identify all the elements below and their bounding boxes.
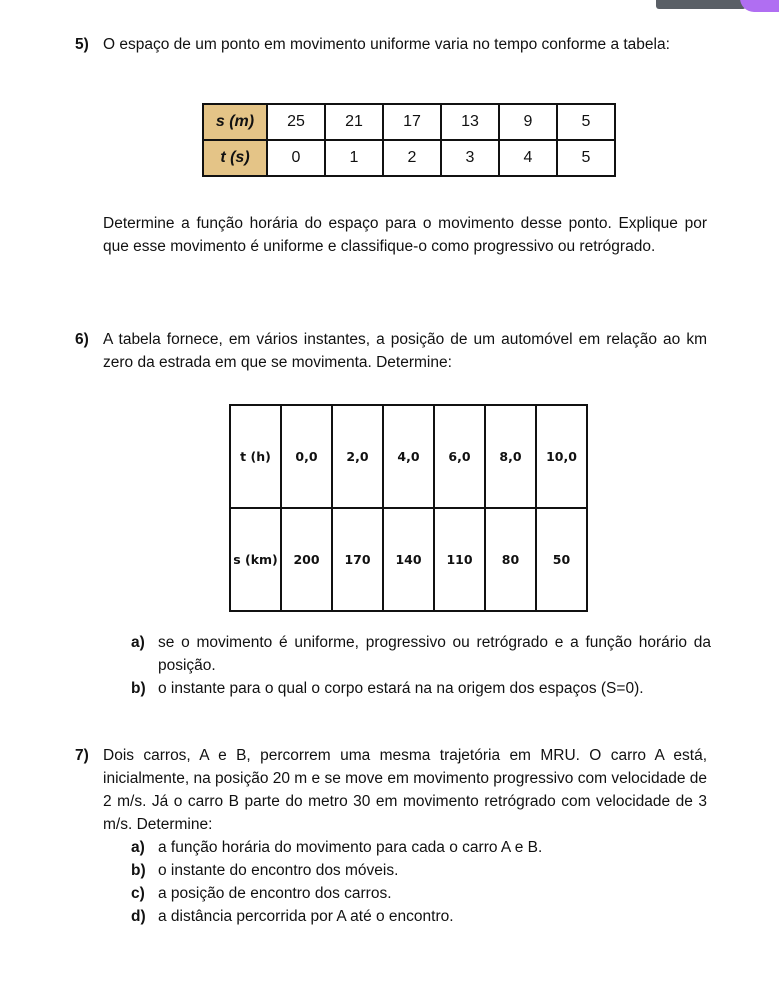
table-cell: 13 bbox=[441, 104, 499, 140]
item-text: a posição de encontro dos carros. bbox=[158, 885, 392, 902]
table-row bbox=[203, 104, 615, 140]
item-text: o instante para o qual o corpo estará na na origem dos espaços (S=0). bbox=[158, 680, 644, 697]
table-cell: 4,0 bbox=[383, 405, 434, 508]
table-cell: 5 bbox=[557, 104, 615, 140]
table-cell: 4 bbox=[499, 140, 557, 176]
item-text: o instante do encontro dos móveis. bbox=[158, 862, 399, 879]
table-cell: 6,0 bbox=[434, 405, 485, 508]
question-7-item-c bbox=[131, 882, 711, 905]
table-cell: 50 bbox=[536, 508, 587, 611]
question-number: 7) bbox=[75, 747, 89, 764]
table-cell: 1 bbox=[325, 140, 383, 176]
question-7-item-b bbox=[131, 859, 711, 882]
table-cell: 0 bbox=[267, 140, 325, 176]
question-7-item-a bbox=[131, 836, 711, 859]
question-text: A tabela fornece, em vários instantes, a posição de um automóvel em relação ao km zero da estrada em que se movimenta. Determine: bbox=[103, 331, 707, 371]
question-7-item-d bbox=[131, 905, 711, 928]
table-car-position bbox=[229, 404, 588, 612]
table-cell: 80 bbox=[485, 508, 536, 611]
table-cell: 8,0 bbox=[485, 405, 536, 508]
question-6 bbox=[75, 328, 707, 374]
item-label: c) bbox=[131, 885, 145, 902]
top-bar bbox=[656, 0, 746, 9]
item-text: se o movimento é uniforme, progressivo ou retrógrado e a função horário da posição. bbox=[158, 634, 711, 674]
question-text: Dois carros, A e B, percorrem uma mesma trajetória em MRU. O carro A está, inicialmente, na posição 20 m e se move em movimento progressivo com velocidade de 2 m/s. Já o carro B parte do metro 30 em movimento retrógrado com velocidade de 3 m/s. Determine: bbox=[103, 747, 707, 833]
question-number: 6) bbox=[75, 331, 89, 348]
table-cell: 2 bbox=[383, 140, 441, 176]
table-cell: 3 bbox=[441, 140, 499, 176]
item-label: b) bbox=[131, 680, 146, 697]
table-cell: 5 bbox=[557, 140, 615, 176]
item-label: a) bbox=[131, 839, 145, 856]
question-number: 5) bbox=[75, 36, 89, 53]
table-space-time bbox=[202, 103, 616, 177]
table-cell: 0,0 bbox=[281, 405, 332, 508]
question-6-item-b bbox=[131, 677, 711, 700]
table-cell: 200 bbox=[281, 508, 332, 611]
table-cell: 17 bbox=[383, 104, 441, 140]
question-text: O espaço de um ponto em movimento uniforme varia no tempo conforme a tabela: bbox=[103, 36, 670, 53]
table-cell: 110 bbox=[434, 508, 485, 611]
table-header-cell: s (m) bbox=[203, 104, 267, 140]
table-row bbox=[203, 140, 615, 176]
item-label: b) bbox=[131, 862, 146, 879]
table-cell: 25 bbox=[267, 104, 325, 140]
table-cell: 140 bbox=[383, 508, 434, 611]
table-cell: 21 bbox=[325, 104, 383, 140]
table-header-cell: t (h) bbox=[230, 405, 281, 508]
question-5-instruction: Determine a função horária do espaço para o movimento desse ponto. Explique por que esse movimento é uniforme e classifique-o como progressivo ou retrógrado. bbox=[103, 215, 707, 255]
table-row bbox=[230, 508, 587, 611]
table-header-cell: t (s) bbox=[203, 140, 267, 176]
top-corner-button[interactable] bbox=[740, 0, 779, 12]
question-7 bbox=[75, 744, 707, 836]
table-header-cell: s (km) bbox=[230, 508, 281, 611]
table-row bbox=[230, 405, 587, 508]
table-cell: 170 bbox=[332, 508, 383, 611]
item-text: a distância percorrida por A até o encontro. bbox=[158, 908, 454, 925]
item-text: a função horária do movimento para cada o carro A e B. bbox=[158, 839, 543, 856]
question-5 bbox=[75, 33, 707, 56]
item-label: d) bbox=[131, 908, 146, 925]
table-cell: 10,0 bbox=[536, 405, 587, 508]
table-cell: 2,0 bbox=[332, 405, 383, 508]
table-cell: 9 bbox=[499, 104, 557, 140]
item-label: a) bbox=[131, 634, 145, 651]
question-6-item-a bbox=[131, 631, 711, 677]
